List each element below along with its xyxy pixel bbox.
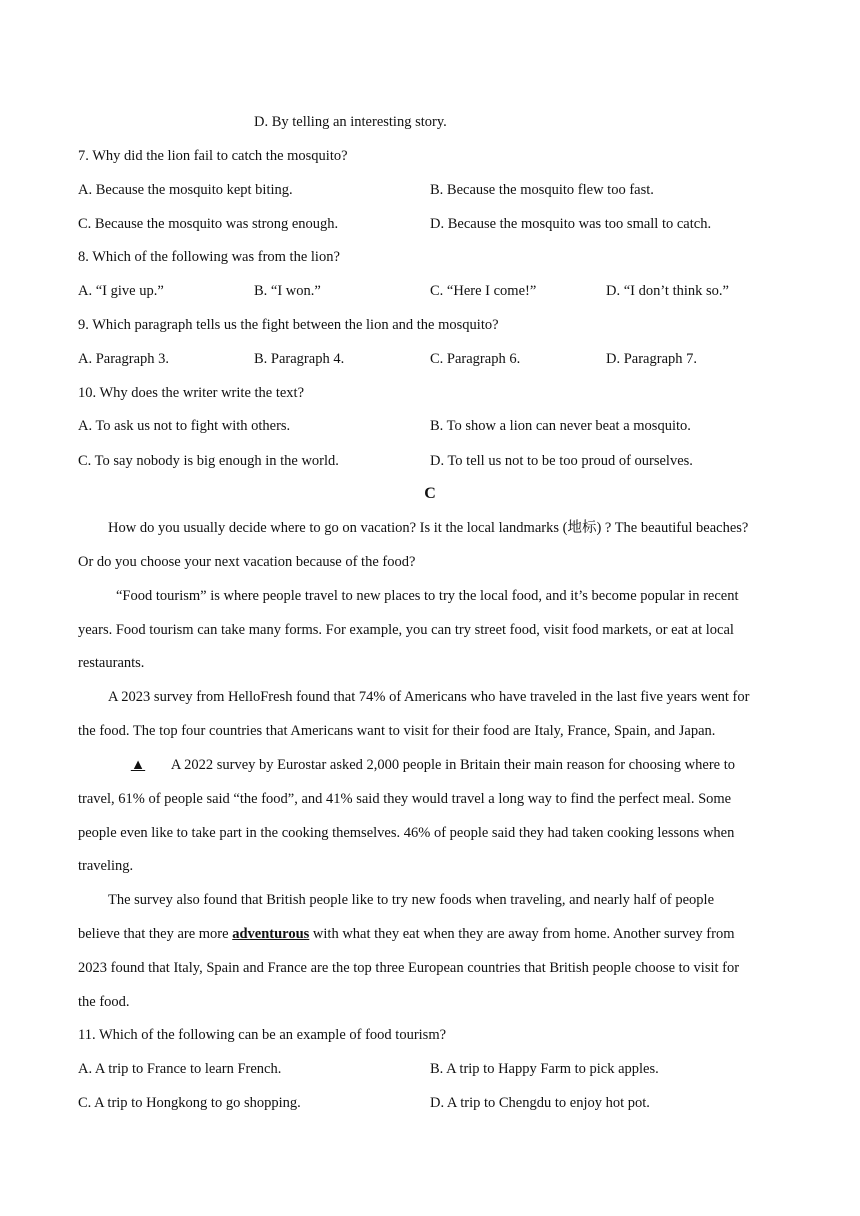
passage-line: the food.	[78, 994, 130, 1010]
q9-option-d: D. Paragraph 7.	[606, 351, 698, 367]
passage-text: with what they eat when they are away from home. Another survey from	[309, 926, 735, 942]
passage-line: restaurants.	[78, 655, 145, 671]
q8-option-b: B. “I won.”	[254, 283, 321, 299]
q9-question: 9. Which paragraph tells us the fight between the lion and the mosquito?	[78, 317, 499, 333]
q10-option-d: D. To tell us not to be too proud of ourselves.	[430, 453, 693, 469]
q7-option-c: C. Because the mosquito was strong enough.	[78, 216, 339, 232]
q7-option-a: A. Because the mosquito kept biting.	[78, 182, 293, 198]
passage-text: A 2022 survey by Eurostar asked 2,000 people in Britain their main reason for choosing where to	[168, 757, 735, 773]
answer-blank: ▲	[130, 757, 146, 773]
q6-option-d: D. By telling an interesting story.	[254, 114, 447, 130]
q11-option-b: B. A trip to Happy Farm to pick apples.	[430, 1061, 659, 1077]
q8-option-a: A. “I give up.”	[78, 283, 164, 299]
passage-line	[78, 925, 735, 943]
passage-line: travel, 61% of people said “the food”, and 41% said they would travel a long way to find the perfect meal. Some	[78, 791, 732, 807]
q8-option-d: D. “I don’t think so.”	[606, 283, 729, 299]
passage-line: the food. The top four countries that Americans want to visit for their food are Italy, France, Spain, and Japan.	[78, 723, 716, 739]
q11-option-a: A. A trip to France to learn French.	[78, 1061, 282, 1077]
passage-line: “Food tourism” is where people travel to new places to try the local food, and it’s become popular in recent	[116, 588, 739, 604]
q9-option-b: B. Paragraph 4.	[254, 351, 345, 367]
q9-option-c: C. Paragraph 6.	[430, 351, 521, 367]
passage-line: Or do you choose your next vacation because of the food?	[78, 554, 416, 570]
passage-line: The survey also found that British people like to try new foods when traveling, and nearly half of people	[108, 892, 715, 908]
q11-question: 11. Which of the following can be an example of food tourism?	[78, 1027, 447, 1043]
q10-option-a: A. To ask us not to fight with others.	[78, 418, 291, 434]
passage-line: people even like to take part in the cooking themselves. 46% of people said they had taken cooking lessons when	[78, 825, 735, 841]
q7-option-b: B. Because the mosquito flew too fast.	[430, 182, 654, 198]
q8-option-c: C. “Here I come!”	[430, 283, 537, 299]
passage-line: traveling.	[78, 858, 134, 874]
q11-option-d: D. A trip to Chengdu to enjoy hot pot.	[430, 1095, 650, 1111]
q10-option-c: C. To say nobody is big enough in the world.	[78, 453, 339, 469]
q10-question: 10. Why does the writer write the text?	[78, 385, 305, 401]
passage-line: How do you usually decide where to go on vacation? Is it the local landmarks (地标) ? The beautiful beaches?	[108, 520, 749, 536]
passage-line: 2023 found that Italy, Spain and France are the top three European countries that British people choose to visit for	[78, 960, 740, 976]
passage-line: years. Food tourism can take many forms. For example, you can try street food, visit food markets, or eat at local	[78, 622, 734, 638]
q11-option-c: C. A trip to Hongkong to go shopping.	[78, 1095, 301, 1111]
q7-question: 7. Why did the lion fail to catch the mosquito?	[78, 148, 348, 164]
passage-line: A 2023 survey from HelloFresh found that 74% of Americans who have traveled in the last five years went for	[108, 689, 750, 705]
passage-line	[108, 756, 735, 774]
passage-text: believe that they are more	[78, 926, 233, 942]
q7-option-d: D. Because the mosquito was too small to catch.	[430, 216, 712, 232]
q8-question: 8. Which of the following was from the lion?	[78, 249, 340, 265]
section-heading: C	[424, 485, 436, 502]
q10-option-b: B. To show a lion can never beat a mosquito.	[430, 418, 691, 434]
q9-option-a: A. Paragraph 3.	[78, 351, 170, 367]
highlighted-word: adventurous	[232, 926, 310, 942]
